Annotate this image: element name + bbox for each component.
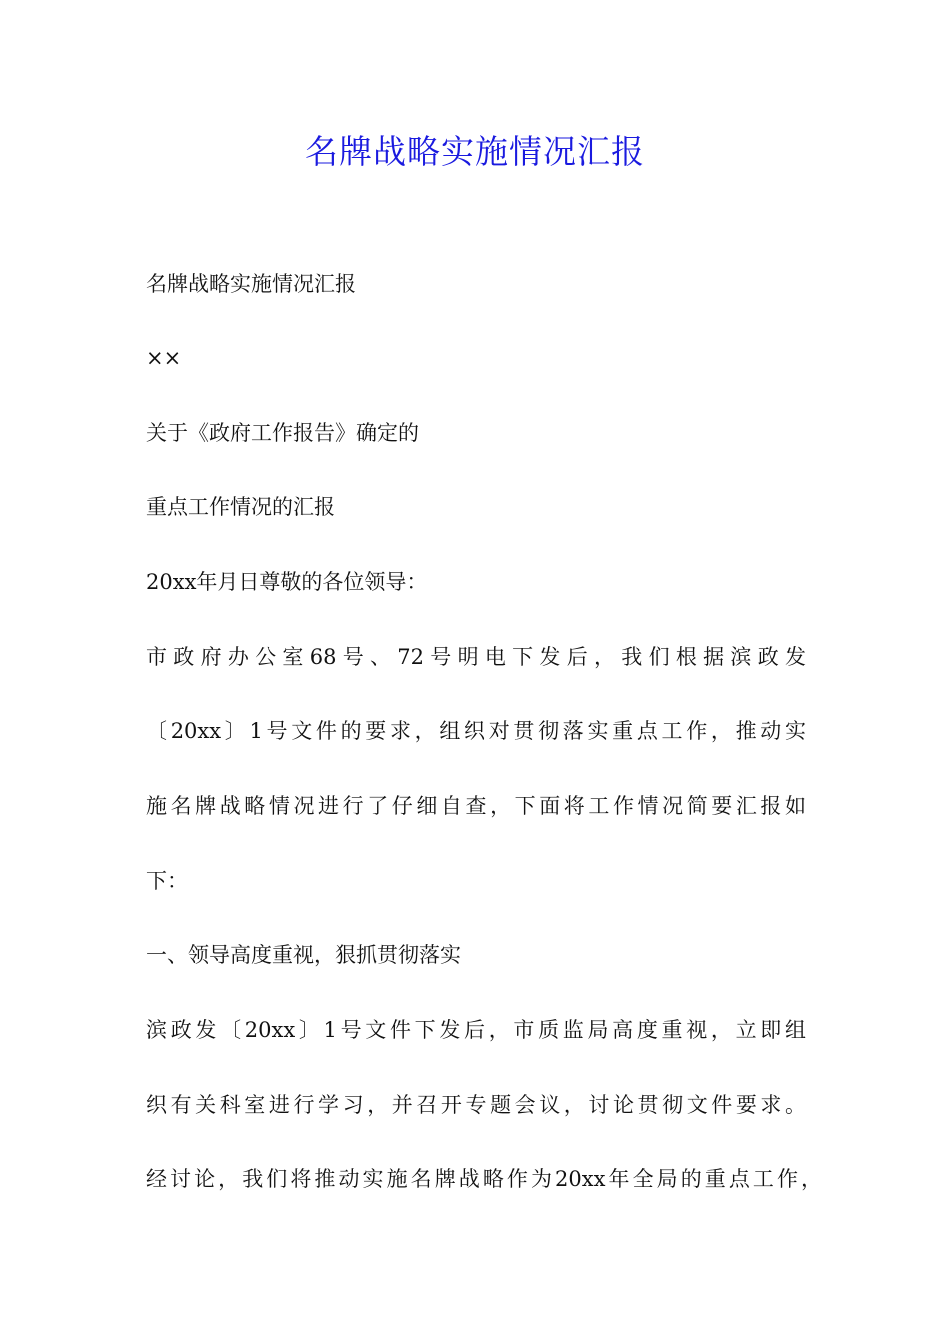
- text-line-body-6: 织有关科室进行学习，并召开专题会议，讨论贯彻文件要求。: [146, 1093, 806, 1117]
- section-heading-1: 一、领导高度重视，狠抓贯彻落实: [146, 943, 461, 967]
- text-line-body-3: 施名牌战略情况进行了仔细自查，下面将工作情况简要汇报如: [146, 794, 806, 818]
- text-line-body-7: 经讨论，我们将推动实施名牌战略作为20xx年全局的重点工作，: [146, 1167, 822, 1191]
- document-title: 名牌战略实施情况汇报: [305, 132, 645, 171]
- text-line-heading: 名牌战略实施情况汇报: [146, 272, 356, 296]
- text-line-subtitle-2: 重点工作情况的汇报: [146, 495, 335, 519]
- text-line-body-4: 下：: [146, 869, 188, 893]
- text-line-body-2: 〔20xx〕1号文件的要求，组织对贯彻落实重点工作，推动实: [146, 719, 806, 743]
- text-line-subtitle-1: 关于《政府工作报告》确定的: [146, 421, 419, 445]
- text-line-salutation: 20xx年月日尊敬的各位领导：: [146, 570, 428, 594]
- text-line-author: ××: [146, 346, 182, 370]
- text-line-body-1: 市政府办公室68号、72号明电下发后，我们根据滨政发: [146, 645, 806, 669]
- text-line-body-5: 滨政发〔20xx〕1号文件下发后，市质监局高度重视，立即组: [146, 1018, 806, 1042]
